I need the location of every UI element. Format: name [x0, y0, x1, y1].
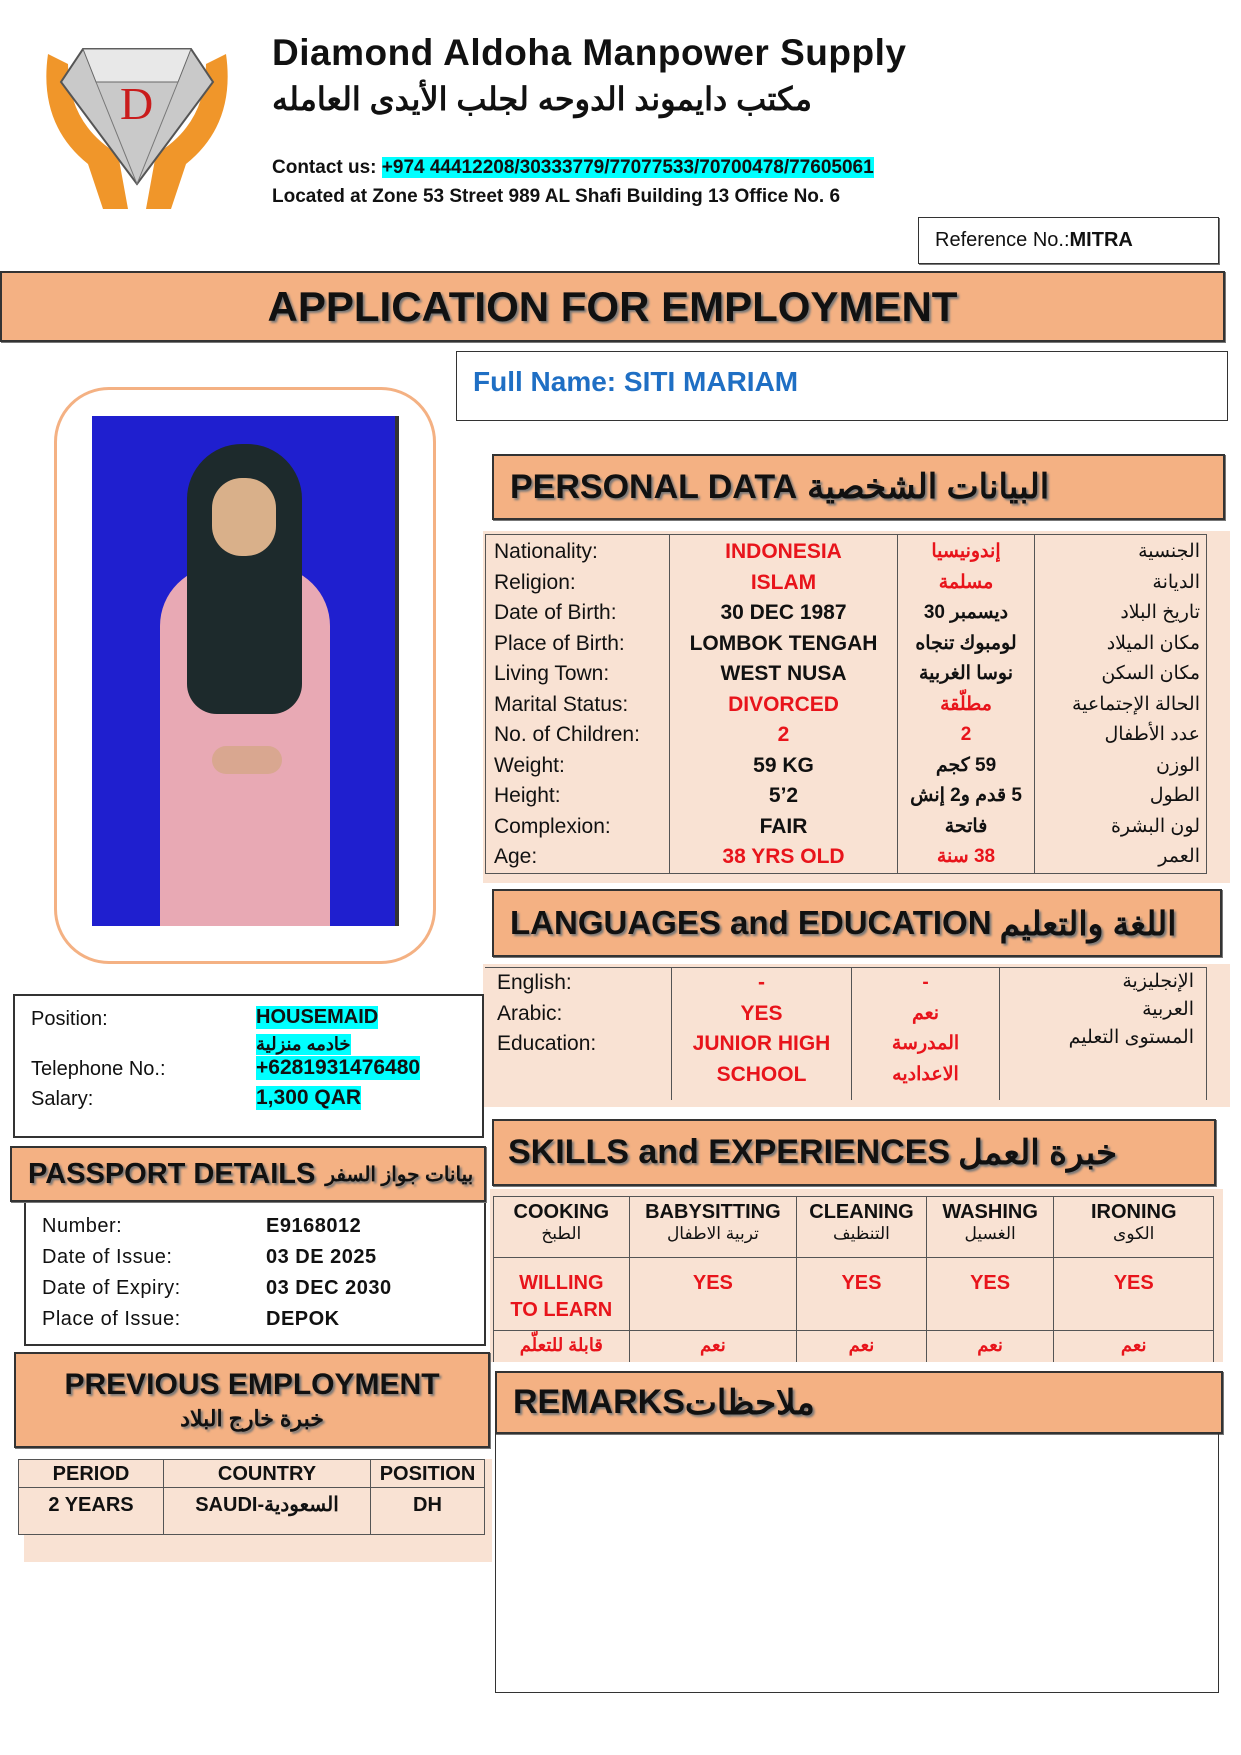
skill-column	[494, 1197, 630, 1362]
personal-value-arabic: 38 سنة	[936, 846, 996, 867]
personal-label-arabic: مكان السكن	[1101, 663, 1200, 684]
skill-value-arabic: نعم	[1120, 1335, 1147, 1355]
personal-value-arabic: مسلمة	[938, 571, 994, 593]
skills-table	[493, 1196, 1214, 1362]
personal-label-arabic: تاريخ البلاد	[1120, 602, 1200, 623]
personal-label: Religion:	[494, 570, 576, 594]
personal-value: 38 YRS OLD	[722, 845, 845, 868]
svg-text:D: D	[120, 78, 154, 129]
reference-label: Reference No.:	[935, 229, 1070, 251]
personal-label-arabic: العمر	[1158, 846, 1200, 867]
position-label: Position:	[31, 1008, 108, 1030]
passport-row	[42, 1277, 484, 1308]
previous-cell: DH	[413, 1494, 442, 1516]
previous-title: PREVIOUS EMPLOYMENT	[64, 1368, 440, 1401]
personal-value-arabic: 59 كجم	[935, 754, 997, 776]
skill-heading	[927, 1197, 1054, 1258]
language-value-arabic: المدرسة	[891, 1033, 960, 1054]
passport-value: E9168012	[266, 1215, 362, 1237]
skill-name: COOKING	[513, 1201, 610, 1223]
remarks-box	[495, 1434, 1219, 1693]
personal-data-header	[492, 454, 1225, 520]
previous-employment-header	[14, 1352, 490, 1448]
previous-title-arabic: خبرة خارج البلاد	[180, 1406, 324, 1431]
passport-row	[42, 1308, 484, 1339]
personal-label: Weight:	[494, 753, 565, 777]
personal-value-arabic: مطلّقة	[940, 693, 992, 715]
language-label: English:	[497, 971, 572, 994]
remarks-title: REMARKS	[513, 1383, 685, 1421]
passport-label: Date of Issue:	[42, 1246, 173, 1268]
passport-title: PASSPORT DETAILS	[28, 1157, 316, 1190]
reference-box	[918, 217, 1219, 264]
personal-value: 5’2	[768, 784, 799, 807]
personal-label-arabic: عدد الأطفال	[1104, 724, 1200, 745]
skill-heading	[797, 1197, 926, 1258]
personal-label-arabic: الطول	[1149, 785, 1200, 806]
skill-value-arabic: نعم	[977, 1335, 1003, 1355]
personal-value: INDONESIA	[725, 540, 842, 563]
skill-value: YES	[1054, 1258, 1213, 1331]
passport-label: Number:	[42, 1215, 123, 1237]
language-label-arabic: المستوى التعليم	[1068, 1027, 1194, 1048]
previous-employment-table	[18, 1459, 485, 1535]
remarks-header	[495, 1371, 1223, 1434]
skill-value: YES	[797, 1258, 926, 1331]
full-name-label: Full Name:	[473, 366, 617, 397]
personal-value-arabic: نوسا الغربية	[918, 663, 1014, 684]
languages-table	[485, 967, 1207, 1100]
personal-value: 2	[777, 723, 790, 746]
company-logo	[28, 34, 246, 212]
previous-header: COUNTRY	[164, 1460, 370, 1488]
language-value: SCHOOL	[716, 1062, 807, 1086]
language-label-arabic: العربية	[1142, 999, 1194, 1020]
passport-header	[10, 1146, 486, 1202]
personal-label: Living Town:	[494, 662, 610, 685]
personal-data-table	[485, 534, 1207, 874]
personal-label: Complexion:	[494, 814, 611, 838]
previous-column	[371, 1460, 484, 1534]
personal-label: Date of Birth:	[494, 601, 617, 624]
skill-column	[927, 1197, 1055, 1362]
personal-value: WEST NUSA	[720, 662, 847, 685]
company-name: Diamond Aldoha Manpower Supply	[272, 32, 907, 73]
skill-heading	[630, 1197, 797, 1258]
passport-label: Place of Issue:	[42, 1308, 181, 1330]
personal-value: ISLAM	[750, 570, 817, 594]
personal-label: Nationality:	[494, 540, 598, 563]
skill-value: YES	[630, 1258, 797, 1331]
skill-name: IRONING	[1090, 1201, 1177, 1223]
skill-value: YES	[927, 1258, 1054, 1331]
skill-value-arabic: نعم	[848, 1335, 875, 1355]
language-label: Arabic:	[497, 1001, 563, 1025]
salary-value: 1,300 QAR	[256, 1086, 362, 1109]
skill-name-arabic: التنظيف	[833, 1224, 890, 1243]
previous-header: POSITION	[371, 1460, 484, 1488]
skills-title-arabic: خبرة العمل	[958, 1133, 1118, 1172]
passport-row	[42, 1215, 484, 1246]
skills-title: SKILLS and EXPERIENCES	[508, 1133, 951, 1171]
contact-label: Contact us:	[272, 157, 377, 178]
position-value: HOUSEMAID	[256, 1006, 379, 1028]
job-details-box	[13, 994, 484, 1138]
application-banner	[0, 271, 1225, 342]
skill-heading	[494, 1197, 629, 1258]
skill-value: WILLING TO LEARN	[494, 1258, 629, 1331]
personal-value: 30 DEC 1987	[720, 601, 847, 624]
language-label: Education:	[497, 1032, 597, 1055]
skill-name-arabic: الطبخ	[541, 1224, 582, 1243]
passport-label: Date of Expiry:	[42, 1277, 181, 1299]
full-name-box	[456, 351, 1228, 421]
personal-label: No. of Children:	[494, 723, 640, 746]
previous-column	[164, 1460, 371, 1534]
language-value: YES	[740, 1001, 783, 1025]
language-value: -	[758, 971, 765, 994]
personal-label: Height:	[494, 784, 561, 807]
personal-label: Marital Status:	[494, 692, 629, 716]
contact-phones: +974 44412208/30333779/77077533/70700478/77605061	[381, 157, 874, 178]
skill-name: WASHING	[942, 1201, 1038, 1223]
personal-value-arabic: إندونيسيا	[931, 541, 1001, 562]
passport-value: DEPOK	[266, 1308, 340, 1330]
full-name-value: SITI MARIAM	[623, 366, 799, 397]
personal-value-arabic: 5 قدم و2 إنش	[910, 785, 1022, 806]
telephone-value: +6281931476480	[256, 1056, 421, 1079]
language-label-arabic: الإنجليزية	[1122, 971, 1194, 992]
skill-column	[797, 1197, 927, 1362]
personal-label-arabic: لون البشرة	[1110, 815, 1200, 837]
personal-label-arabic: الجنسية	[1138, 541, 1200, 562]
reference-value: MITRA	[1069, 229, 1133, 251]
salary-label: Salary:	[31, 1088, 94, 1110]
languages-header	[492, 889, 1222, 957]
contact-line	[272, 157, 874, 179]
skill-name: BABYSITTING	[645, 1201, 781, 1223]
banner-title: APPLICATION FOR EMPLOYMENT	[267, 282, 958, 330]
previous-cell: 2 YEARS	[48, 1494, 134, 1516]
skill-column	[1054, 1197, 1213, 1362]
passport-value: 03 DEC 2030	[266, 1277, 392, 1299]
language-value-arabic: -	[922, 972, 929, 993]
personal-title: PERSONAL DATA	[510, 467, 798, 506]
skill-heading	[1054, 1197, 1213, 1258]
skill-column	[630, 1197, 798, 1362]
language-value-arabic: الاعداديه	[892, 1063, 959, 1085]
personal-title-arabic: البيانات الشخصية	[807, 468, 1050, 506]
languages-title: LANGUAGES and EDUCATION	[510, 904, 992, 941]
skill-name-arabic: الغسيل	[964, 1224, 1016, 1243]
telephone-label: Telephone No.:	[31, 1058, 166, 1080]
language-value: JUNIOR HIGH	[692, 1032, 831, 1055]
personal-label-arabic: الحالة الإجتماعية	[1072, 693, 1200, 715]
personal-value: FAIR	[759, 814, 808, 838]
personal-value: 59 KG	[753, 753, 814, 777]
personal-value: LOMBOK TENGAH	[689, 631, 878, 655]
personal-label-arabic: مكان الميلاد	[1106, 632, 1200, 654]
applicant-photo	[92, 416, 399, 926]
personal-label-arabic: الوزن	[1155, 754, 1200, 776]
company-name-arabic: مكتب دايموند الدوحه لجلب الأيدى العامله	[272, 81, 812, 117]
personal-value-arabic: ديسمبر 30	[923, 602, 1009, 623]
personal-value: DIVORCED	[728, 692, 839, 716]
personal-value-arabic: 2	[960, 724, 972, 745]
skill-name: CLEANING	[809, 1201, 914, 1223]
skill-value-arabic: قابلة للتعلّم	[519, 1335, 603, 1355]
previous-header: PERIOD	[19, 1460, 163, 1488]
skill-name-arabic: تربية الاطفال	[666, 1224, 759, 1243]
personal-value-arabic: لومبوك تنجاه	[915, 632, 1017, 654]
skill-value-arabic: نعم	[700, 1335, 726, 1355]
languages-title-arabic: اللغة والتعليم	[999, 904, 1177, 942]
personal-value-arabic: فاتحة	[944, 815, 988, 837]
skill-name-arabic: الكوى	[1113, 1224, 1155, 1243]
skills-header	[492, 1119, 1216, 1186]
passport-box	[24, 1203, 486, 1346]
position-value-arabic: خادمه منزلية	[256, 1034, 351, 1054]
passport-title-arabic: بيانات جواز السفر	[325, 1163, 474, 1186]
personal-label: Place of Birth:	[494, 631, 625, 655]
remarks-title-arabic: ملاحظات	[684, 1383, 815, 1422]
passport-value: 03 DE 2025	[266, 1246, 377, 1268]
personal-label-arabic: الديانة	[1152, 571, 1200, 593]
address: Located at Zone 53 Street 989 AL Shafi Building 13 Office No. 6	[272, 186, 841, 207]
previous-cell: SAUDI-السعودية	[195, 1494, 339, 1516]
personal-label: Age:	[494, 845, 538, 868]
language-value-arabic: نعم	[911, 1002, 940, 1024]
passport-row	[42, 1246, 484, 1277]
previous-column	[19, 1460, 164, 1534]
